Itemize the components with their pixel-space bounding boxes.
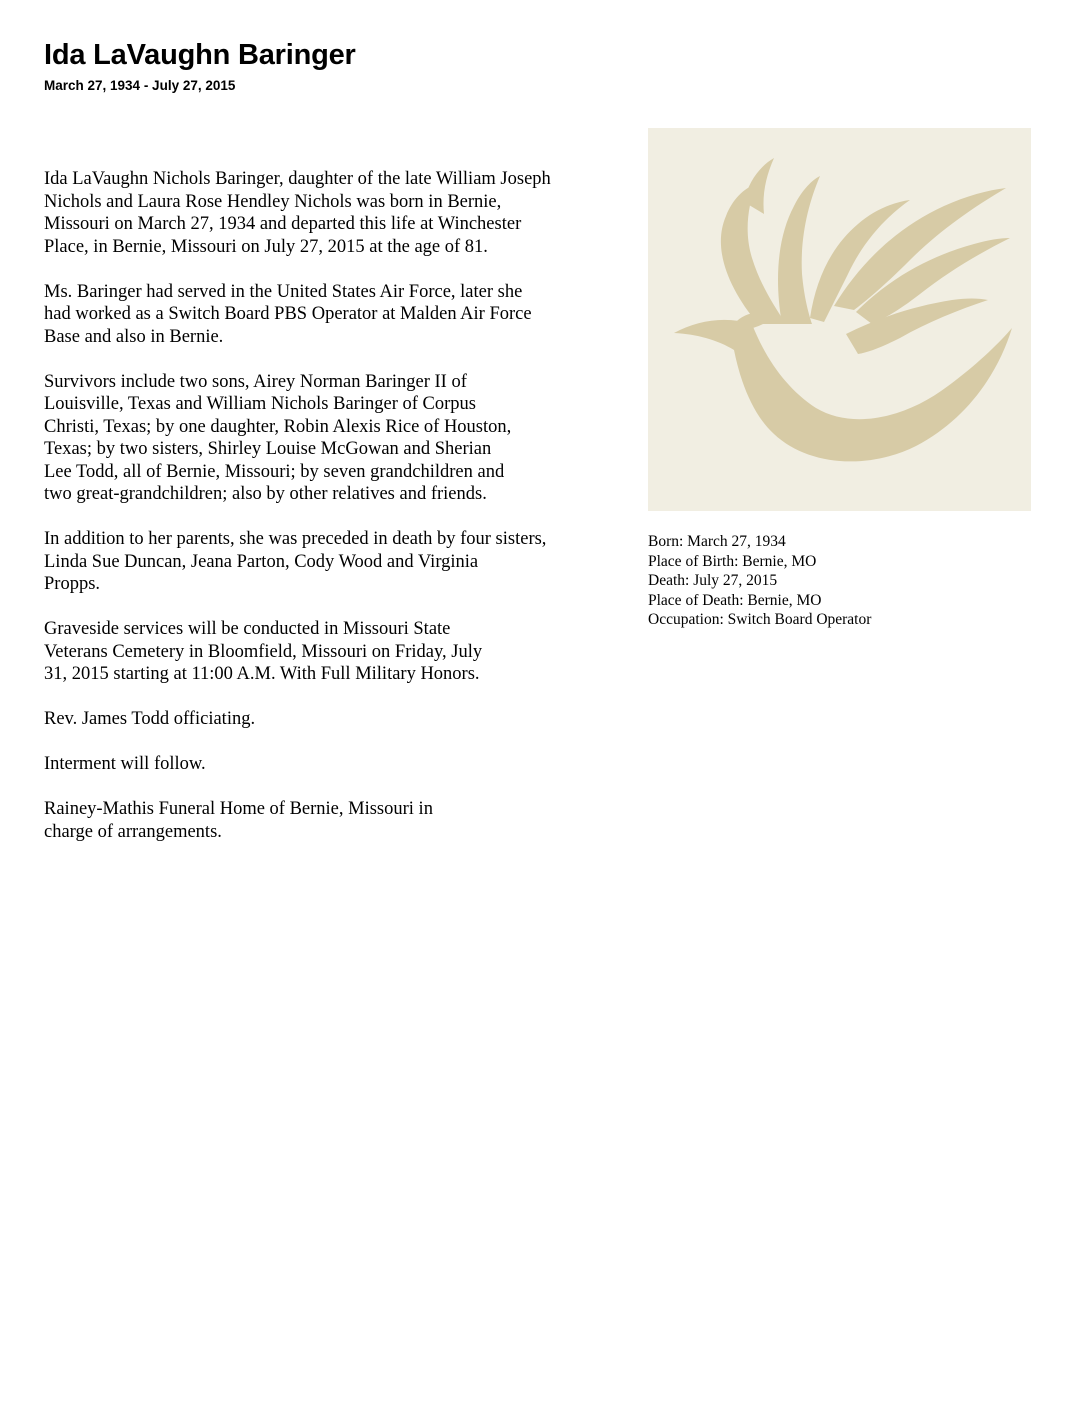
- header: [44, 36, 944, 95]
- obituary-paragraph: Graveside services will be conducted in Missouri State Veterans Cemetery in Bloomfield, Missouri on Friday, July 31, 2015 starting at 11:00 A.M. With Full Military Honors.: [44, 619, 483, 684]
- fact-death: Death: July 27, 2015: [648, 572, 778, 589]
- obituary-paragraph: Rev. James Todd officiating.: [44, 709, 256, 729]
- fact-born: Born: March 27, 1934: [648, 533, 786, 550]
- obituary-paragraph: Interment will follow.: [44, 754, 206, 774]
- dove-icon: [648, 128, 1031, 511]
- obituary-paragraph: Ida LaVaughn Nichols Baringer, daughter of the late William Joseph Nichols and Laura Rose Hendley Nichols was born in Bernie, Missouri on March 27, 1934 and departed this life at Winchester Place, in Bernie, Missouri on July 27, 2015 at the age of 81.: [44, 169, 551, 257]
- obituary-text: [44, 168, 644, 866]
- memorial-photo: [648, 128, 1031, 511]
- obituary-paragraph: Rainey-Mathis Funeral Home of Bernie, Missouri in charge of arrangements.: [44, 799, 433, 842]
- fact-occupation: Occupation: Switch Board Operator: [648, 611, 872, 628]
- obituary-paragraph: In addition to her parents, she was preceded in death by four sisters, Linda Sue Duncan, Jeana Parton, Cody Wood and Virginia Propps.: [44, 529, 547, 594]
- page-title: Ida LaVaughn Baringer: [44, 39, 356, 71]
- fact-place-of-birth: Place of Birth: Bernie, MO: [648, 552, 817, 570]
- obituary-paragraph: Survivors include two sons, Airey Norman Baringer II of Louisville, Texas and William Nichols Baringer of Corpus Christi, Texas; by one daughter, Robin Alexis Rice of Houston, Texas; by two sisters, Shirley Louise McGowan and Sherian Lee Todd, all of Bernie, Missouri; by seven grandchildren and two great-grandchildren; also by other relatives and friends.: [44, 371, 512, 504]
- obituary-paragraph: Ms. Baringer had served in the United States Air Force, later she had worked as a Switch Board PBS Operator at Malden Air Force Base and also in Bernie.: [44, 281, 532, 347]
- vital-facts: [648, 532, 1068, 630]
- life-dates: March 27, 1934 - July 27, 2015: [44, 78, 236, 93]
- fact-place-of-death: Place of Death: Bernie, MO: [648, 591, 822, 609]
